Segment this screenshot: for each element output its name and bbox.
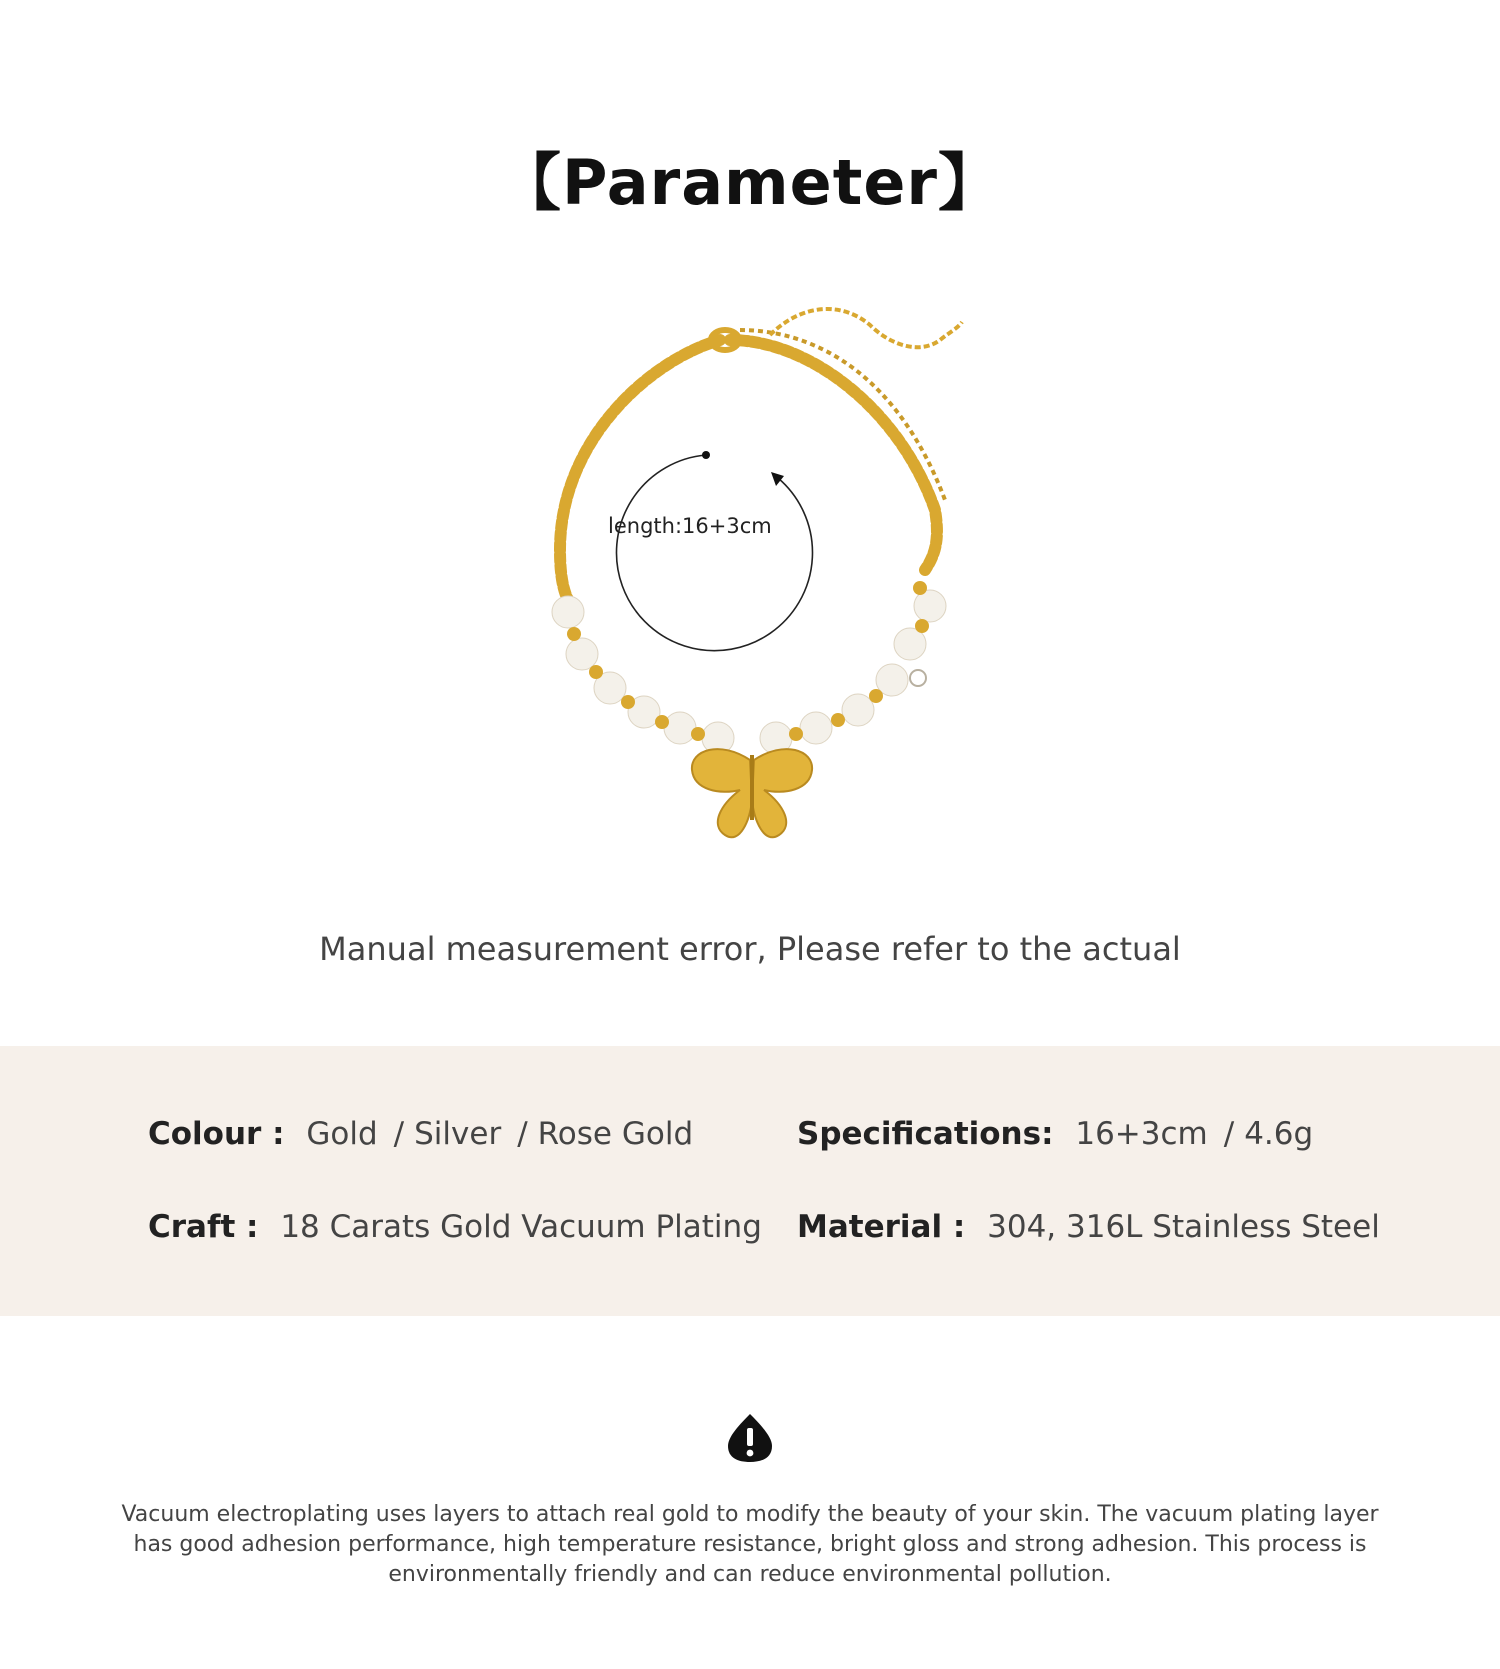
- length-indicator: [616, 451, 812, 651]
- colour-option-silver: Silver: [414, 1116, 502, 1152]
- craft-value: 18 Carats Gold Vacuum Plating: [280, 1209, 762, 1245]
- bracelet-image: [540, 300, 1000, 860]
- specifications-weight: 4.6g: [1244, 1116, 1314, 1152]
- spec-specifications: Specifications: 16+3cm / 4.6g: [797, 1116, 1314, 1152]
- bracelet-illustration: [540, 300, 1000, 860]
- spec-band: [0, 1046, 1500, 1316]
- colour-option-gold: Gold: [306, 1116, 378, 1152]
- measurement-disclaimer: Manual measurement error, Please refer to the actual: [319, 930, 1181, 968]
- craft-label: Craft :: [148, 1209, 259, 1245]
- butterfly-pendant: [692, 749, 812, 837]
- material-label: Material :: [797, 1209, 966, 1245]
- exclamation-icon: [726, 1412, 774, 1464]
- plating-note: Vacuum electroplating uses layers to attach real gold to modify the beauty of your skin. The vacuum plating layer has good adhesion performance, high temperature resistance, bright gloss and strong adhesion. This process is environmentally friendly and can reduce environmental pollution.: [121, 1502, 1379, 1587]
- material-value: 304, 316L Stainless Steel: [987, 1209, 1380, 1245]
- pearl-strand: [552, 581, 946, 754]
- spec-material: [797, 1209, 1380, 1245]
- colour-option-rose-gold: Rose Gold: [537, 1116, 694, 1152]
- spec-colour: Colour : Gold / Silver / Rose Gold: [148, 1116, 694, 1152]
- length-label: length:16+3cm: [608, 514, 772, 538]
- specifications-length: 16+3cm: [1075, 1116, 1208, 1152]
- colour-label: Colour :: [148, 1116, 285, 1152]
- page-title: 【Parameter】: [499, 146, 1001, 219]
- spec-craft: [148, 1209, 762, 1245]
- specifications-label: Specifications:: [797, 1116, 1054, 1152]
